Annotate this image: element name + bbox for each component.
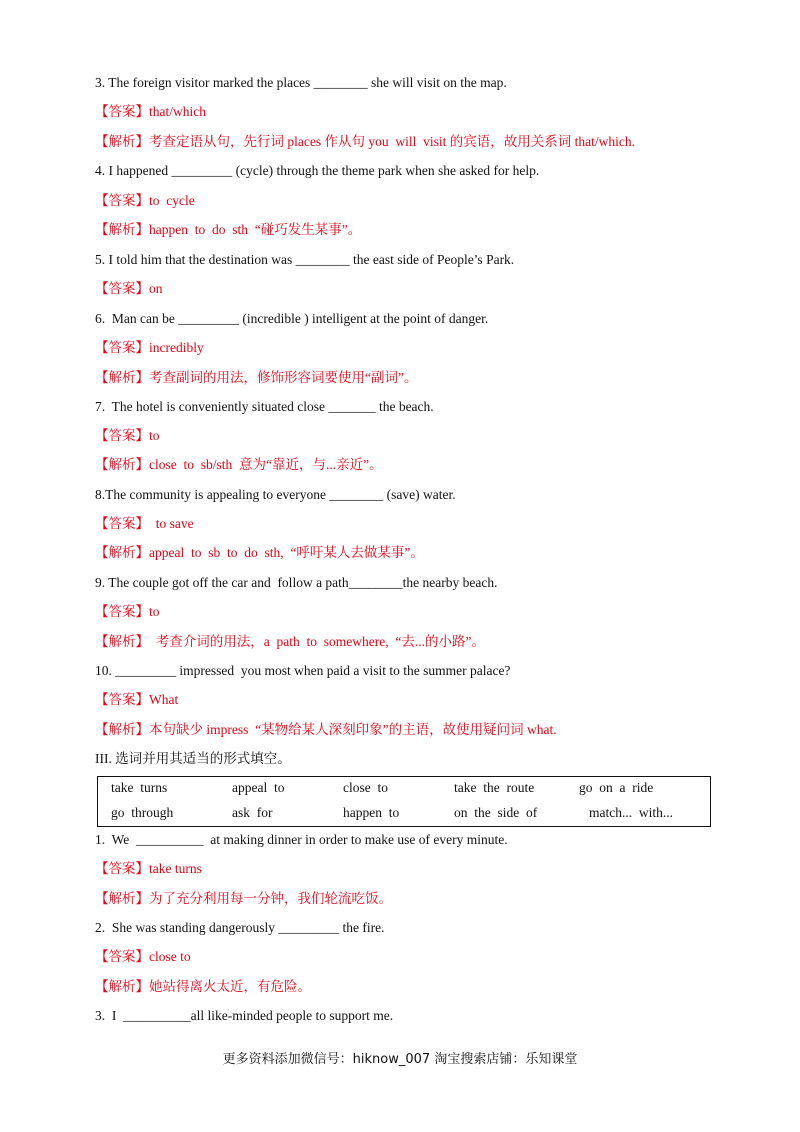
word-box-item: appeal to [232,780,285,795]
question-3: 3. The foreign visitor marked the places ________ she will visit on the map. [95,75,507,90]
question-2: 2. She was standing dangerously _________ the fire. [95,920,385,935]
answer-9: 【答案】to [95,604,160,619]
question-9: 9. The couple got off the car and follow a path________the nearby beach. [95,575,498,590]
analysis-3: 【解析】考查定语从句，先行词 places 作从句 you will visit 的宾语，故用关系词 that/which. [95,134,635,149]
analysis-10: 【解析】本句缺少 impress “某物给某人深刻印象”的主语，故使用疑问词 what. [95,722,557,737]
footer-note: 更多资料添加微信号：hiknow_007 淘宝搜索店铺：乐知课堂 [222,1052,578,1067]
analysis-9: 【解析】 考查介词的用法，a path to somewhere, “去...的小路”。 [95,634,485,649]
word-box-item: take turns [111,780,168,795]
question-7: 7. The hotel is conveniently situated close _______ the beach. [95,399,434,414]
answer-1: 【答案】take turns [95,861,202,876]
question-5: 5. I told him that the destination was ________ the east side of People’s Park. [95,252,515,267]
analysis-7: 【解析】close to sb/sth 意为“靠近，与...亲近”。 [95,457,383,472]
question-3b: 3. I __________all like-minded people to support me. [95,1008,394,1023]
word-box-item: close to [343,780,388,795]
analysis-1: 【解析】为了充分利用每一分钟，我们轮流吃饭。 [95,891,392,906]
analysis-2: 【解析】她站得离火太近，有危险。 [95,979,311,994]
word-box-item: match... with... [589,805,673,820]
word-box-item: go through [111,805,174,820]
answer-10: 【答案】What [95,692,179,707]
question-8: 8.The community is appealing to everyone ________ (save) water. [95,487,456,502]
answer-5: 【答案】on [95,281,163,296]
answer-4: 【答案】to cycle [95,193,195,208]
answer-7: 【答案】to [95,428,160,443]
word-box-item: take the route [454,780,535,795]
section-heading: III. 选词并用其适当的形式填空。 [95,751,291,766]
analysis-6: 【解析】考查副词的用法，修饰形容词要使用“副词”。 [95,370,418,385]
question-1: 1. We __________ at making dinner in order to make use of every minute. [95,832,508,847]
question-10: 10. _________ impressed you most when paid a visit to the summer palace? [95,663,511,678]
analysis-8: 【解析】appeal to sb to do sth, “呼吁某人去做某事”。 [95,545,424,560]
answer-6: 【答案】incredibly [95,340,204,355]
answer-3: 【答案】that/which [95,104,206,119]
answer-2: 【答案】close to [95,949,191,964]
word-box [97,776,711,827]
word-box-item: on the side of [454,805,538,820]
word-box-item: ask for [232,805,273,820]
word-box-item: go on a ride [579,780,654,795]
word-box-item: happen to [343,805,400,820]
question-6: 6. Man can be _________ (incredible ) intelligent at the point of danger. [95,311,489,326]
analysis-4: 【解析】happen to do sth “碰巧发生某事”。 [95,222,362,237]
question-4: 4. I happened _________ (cycle) through the theme park when she asked for help. [95,163,540,178]
answer-8: 【答案】 to save [95,516,194,531]
